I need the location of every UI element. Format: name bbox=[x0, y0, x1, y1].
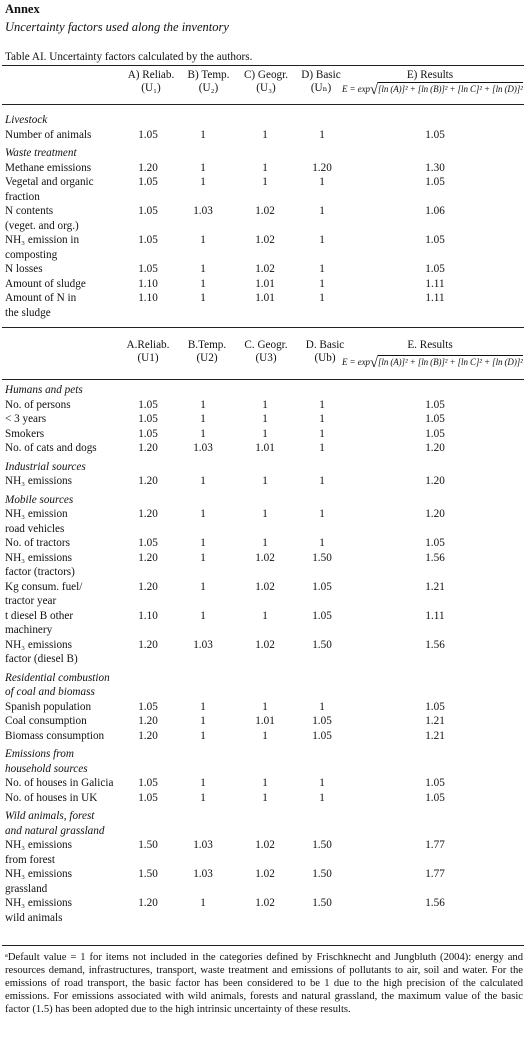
row-label: factor (tractors) bbox=[5, 566, 75, 578]
row-label: NH₃ emission bbox=[5, 508, 68, 520]
row-label: NH₃ emissions bbox=[5, 839, 72, 851]
category-label: Wild animals, forest bbox=[5, 810, 95, 822]
category-label: household sources bbox=[5, 762, 88, 775]
cell-basic: 1 bbox=[319, 277, 325, 290]
cell-result: 1.05 bbox=[425, 537, 445, 549]
cell-basic: 1.05 bbox=[312, 609, 332, 622]
cell-temporal: 1 bbox=[200, 729, 206, 742]
cell-result: 1.05 bbox=[425, 234, 445, 246]
cell-temporal: 1 bbox=[200, 897, 206, 909]
cell-result: 1.56 bbox=[425, 551, 445, 564]
row-label: Smokers bbox=[5, 427, 45, 440]
t1-header-c: C) Geogr. (U₃) bbox=[243, 69, 289, 94]
cell-temporal: 1 bbox=[200, 475, 206, 487]
row-label: from forest bbox=[5, 853, 56, 866]
cell-basic: 1 bbox=[319, 777, 325, 789]
cell-geographic: 1 bbox=[262, 176, 268, 188]
row-label: NH₃ emissions bbox=[5, 475, 72, 487]
row-label: composting bbox=[5, 248, 58, 261]
cell-reliability: 1.05 bbox=[138, 176, 158, 188]
cell-reliability: 1.20 bbox=[138, 475, 158, 487]
cell-result: 1.05 bbox=[425, 398, 445, 411]
cell-basic: 1.05 bbox=[312, 715, 332, 727]
cell-basic: 1.50 bbox=[312, 897, 332, 909]
cell-reliability: 1.05 bbox=[138, 413, 158, 425]
cell-reliability: 1.05 bbox=[138, 398, 158, 411]
cell-geographic: 1.02 bbox=[255, 263, 275, 275]
row-label: fraction bbox=[5, 190, 40, 203]
cell-reliability: 1.50 bbox=[138, 839, 158, 851]
cell-geographic: 1.02 bbox=[255, 868, 275, 880]
cell-geographic: 1.01 bbox=[255, 292, 275, 304]
cell-result: 1.20 bbox=[425, 442, 445, 454]
cell-reliability: 1.20 bbox=[138, 580, 158, 593]
category-label: Industrial sources bbox=[5, 460, 86, 473]
cell-reliability: 1.05 bbox=[138, 700, 158, 713]
cell-geographic: 1 bbox=[262, 161, 268, 174]
cell-result: 1.20 bbox=[425, 475, 445, 487]
cell-result: 1.56 bbox=[425, 897, 445, 909]
cell-geographic: 1.02 bbox=[255, 234, 275, 246]
t1-results-formula: E = exp√[ln (A)]² + [ln (B)]² + [ln C]² + [ln (D)]² bbox=[342, 82, 523, 98]
category-label: Residential combustion bbox=[5, 671, 110, 684]
cell-basic: 1 bbox=[319, 413, 325, 425]
cell-temporal: 1.03 bbox=[193, 638, 213, 651]
cell-reliability: 1.20 bbox=[138, 729, 158, 742]
cell-result: 1.77 bbox=[425, 839, 445, 851]
cell-temporal: 1 bbox=[200, 537, 206, 549]
cell-result: 1.56 bbox=[425, 638, 445, 651]
cell-temporal: 1.03 bbox=[193, 442, 213, 454]
cell-reliability: 1.20 bbox=[138, 508, 158, 520]
cell-temporal: 1 bbox=[200, 161, 206, 174]
row-label: Biomass consumption bbox=[5, 729, 105, 742]
rule-table1-top bbox=[2, 65, 524, 66]
cell-result: 1.05 bbox=[425, 700, 445, 713]
cell-reliability: 1.20 bbox=[138, 897, 158, 909]
t2-header-a: A.Reliab. (U1) bbox=[126, 339, 170, 364]
cell-reliability: 1.20 bbox=[138, 442, 158, 454]
cell-basic: 1.05 bbox=[312, 580, 332, 593]
row-label: No. of houses in UK bbox=[5, 791, 98, 804]
cell-basic: 1.50 bbox=[312, 638, 332, 651]
cell-result: 1.21 bbox=[425, 715, 445, 727]
row-label: NH₃ emissions bbox=[5, 868, 72, 880]
cell-geographic: 1.02 bbox=[255, 580, 275, 593]
t1-header-a: A) Reliab. (U₁) bbox=[127, 69, 175, 94]
cell-reliability: 1.05 bbox=[138, 263, 158, 275]
t1-header-b: B) Temp. (U₂) bbox=[187, 69, 230, 94]
cell-result: 1.05 bbox=[425, 413, 445, 425]
cell-basic: 1 bbox=[319, 234, 325, 246]
cell-reliability: 1.05 bbox=[138, 234, 158, 246]
row-label: Amount of sludge bbox=[5, 277, 86, 290]
cell-basic: 1 bbox=[319, 427, 325, 440]
cell-result: 1.11 bbox=[425, 609, 445, 622]
row-label: NH₃ emission in bbox=[5, 234, 80, 246]
cell-basic: 1.50 bbox=[312, 868, 332, 880]
cell-result: 1.21 bbox=[425, 580, 445, 593]
cell-basic: 1 bbox=[319, 442, 325, 454]
cell-reliability: 1.05 bbox=[138, 777, 158, 789]
cell-basic: 1 bbox=[319, 700, 325, 713]
cell-basic: 1 bbox=[319, 791, 325, 804]
t1-header-e: E) Results bbox=[406, 69, 454, 81]
cell-result: 1.05 bbox=[425, 128, 445, 141]
t2-results-formula: E = exp√[ln (A)]² + [ln (B)]² + [ln C]² + [ln (D)]² bbox=[342, 355, 523, 371]
cell-temporal: 1 bbox=[200, 777, 206, 789]
cell-basic: 1.50 bbox=[312, 839, 332, 851]
cell-basic: 1 bbox=[319, 475, 325, 487]
t2-header-c: C. Geogr. (U3) bbox=[244, 339, 288, 364]
cell-geographic: 1.01 bbox=[255, 277, 275, 290]
row-label: N contents bbox=[5, 205, 54, 217]
category-label: Emissions from bbox=[5, 748, 74, 760]
cell-temporal: 1 bbox=[200, 234, 206, 246]
cell-result: 1.11 bbox=[425, 277, 445, 290]
cell-geographic: 1.02 bbox=[255, 205, 275, 217]
row-label: tractor year bbox=[5, 595, 57, 607]
cell-temporal: 1 bbox=[200, 715, 206, 727]
rule-table2-top bbox=[2, 327, 524, 328]
cell-reliability: 1.10 bbox=[138, 277, 158, 290]
cell-temporal: 1 bbox=[200, 263, 206, 275]
row-label: N losses bbox=[5, 263, 43, 275]
cell-temporal: 1.03 bbox=[193, 205, 213, 217]
cell-basic: 1 bbox=[319, 537, 325, 549]
rule-table2-bottom bbox=[2, 945, 524, 946]
row-label: Kg consum. fuel/ bbox=[5, 580, 83, 593]
row-label: the sludge bbox=[5, 306, 51, 319]
cell-temporal: 1.03 bbox=[193, 868, 213, 880]
row-label: NH₃ emissions bbox=[5, 638, 72, 651]
cell-result: 1.21 bbox=[425, 729, 445, 742]
cell-reliability: 1.05 bbox=[138, 128, 158, 141]
cell-temporal: 1.03 bbox=[193, 839, 213, 851]
table-caption: Table AI. Uncertainty factors calculated by the authors. bbox=[5, 51, 253, 63]
row-label: NH₃ emissions bbox=[5, 551, 72, 564]
row-label: t diesel B other bbox=[5, 609, 74, 622]
cell-temporal: 1 bbox=[200, 551, 206, 564]
cell-reliability: 1.05 bbox=[138, 205, 158, 217]
t2-header-d: D. Basic (Ub) bbox=[305, 339, 345, 364]
category-label: and natural grassland bbox=[5, 824, 105, 837]
cell-temporal: 1 bbox=[200, 292, 206, 304]
row-label: Methane emissions bbox=[5, 161, 92, 174]
row-label: No. of houses in Galicia bbox=[5, 777, 114, 789]
cell-geographic: 1 bbox=[262, 128, 268, 141]
category-label: Humans and pets bbox=[5, 384, 83, 396]
category-label: of coal and biomass bbox=[5, 686, 95, 698]
cell-basic: 1 bbox=[319, 508, 325, 520]
row-label: road vehicles bbox=[5, 522, 65, 535]
cell-result: 1.05 bbox=[425, 791, 445, 804]
cell-geographic: 1 bbox=[262, 475, 268, 487]
cell-geographic: 1.02 bbox=[255, 638, 275, 651]
cell-geographic: 1 bbox=[262, 700, 268, 713]
row-label: Spanish population bbox=[5, 700, 92, 713]
cell-geographic: 1 bbox=[262, 537, 268, 549]
cell-result: 1.30 bbox=[425, 161, 445, 174]
cell-basic: 1.50 bbox=[312, 551, 332, 564]
cell-temporal: 1 bbox=[200, 609, 206, 622]
t2-header-b: B.Temp. (U2) bbox=[187, 339, 227, 364]
cell-result: 1.05 bbox=[425, 777, 445, 789]
cell-basic: 1 bbox=[319, 205, 325, 217]
cell-basic: 1.05 bbox=[312, 729, 332, 742]
cell-geographic: 1 bbox=[262, 398, 268, 411]
cell-reliability: 1.05 bbox=[138, 537, 158, 549]
cell-result: 1.20 bbox=[425, 508, 445, 520]
cell-temporal: 1 bbox=[200, 128, 206, 141]
row-label: Vegetal and organic bbox=[5, 176, 94, 188]
cell-reliability: 1.10 bbox=[138, 292, 158, 304]
row-label: NH₃ emissions bbox=[5, 897, 72, 909]
cell-geographic: 1 bbox=[262, 777, 268, 789]
row-label: Amount of N in bbox=[5, 292, 77, 304]
cell-reliability: 1.10 bbox=[138, 609, 158, 622]
row-label: factor (diesel B) bbox=[5, 653, 78, 665]
rule-table1-header bbox=[2, 104, 524, 105]
cell-temporal: 1 bbox=[200, 508, 206, 520]
cell-geographic: 1 bbox=[262, 413, 268, 425]
row-label: No. of cats and dogs bbox=[5, 442, 97, 454]
cell-temporal: 1 bbox=[200, 176, 206, 188]
footnote: ᵃDefault value = 1 for items not included in the categories defined by Frischknecht and Jungbluth (2004): energy and resources demand, infrastructures, transport, waste treatment and emissions of pollutants to air, soil and water. For the emissions of road transport, the basic factor has been considered to be 1 due to the high precision of the calculated emissions. For emissions associated with wild animals, forests and natural grassland, the maximum value of the basic factor (1.5) has been adopted due to the high intrinsic uncertainty of these results. bbox=[5, 952, 523, 1015]
cell-temporal: 1 bbox=[200, 398, 206, 411]
category-label: Waste treatment bbox=[5, 147, 77, 159]
cell-basic: 1 bbox=[319, 292, 325, 304]
cell-result: 1.05 bbox=[425, 263, 445, 275]
cell-result: 1.05 bbox=[425, 176, 445, 188]
row-label: wild animals bbox=[5, 911, 63, 924]
cell-basic: 1 bbox=[319, 128, 325, 141]
cell-geographic: 1.02 bbox=[255, 551, 275, 564]
t1-header-d: D) Basic (Uₙ) bbox=[301, 69, 341, 94]
row-label: machinery bbox=[5, 624, 53, 636]
cell-reliability: 1.20 bbox=[138, 638, 158, 651]
cell-temporal: 1 bbox=[200, 427, 206, 440]
row-label: Coal consumption bbox=[5, 715, 87, 727]
cell-temporal: 1 bbox=[200, 277, 206, 290]
cell-reliability: 1.05 bbox=[138, 427, 158, 440]
cell-reliability: 1.50 bbox=[138, 868, 158, 880]
category-label: Mobile sources bbox=[5, 493, 74, 506]
cell-result: 1.06 bbox=[425, 205, 445, 217]
cell-geographic: 1.01 bbox=[255, 442, 275, 454]
cell-geographic: 1.02 bbox=[255, 839, 275, 851]
annex-subheading: Uncertainty factors used along the inventory bbox=[5, 20, 229, 34]
cell-geographic: 1 bbox=[262, 791, 268, 804]
cell-result: 1.77 bbox=[425, 868, 445, 880]
t2-header-e: E. Results bbox=[407, 339, 453, 351]
cell-reliability: 1.20 bbox=[138, 161, 158, 174]
row-label: Number of animals bbox=[5, 128, 92, 141]
cell-geographic: 1 bbox=[262, 729, 268, 742]
rule-table2-header bbox=[2, 379, 524, 380]
cell-geographic: 1 bbox=[262, 508, 268, 520]
cell-result: 1.11 bbox=[425, 292, 445, 304]
row-label: No. of persons bbox=[5, 398, 71, 411]
cell-basic: 1 bbox=[319, 263, 325, 275]
cell-basic: 1 bbox=[319, 398, 325, 411]
cell-temporal: 1 bbox=[200, 700, 206, 713]
annex-heading: Annex bbox=[5, 2, 40, 16]
row-label: grassland bbox=[5, 882, 48, 895]
cell-geographic: 1 bbox=[262, 427, 268, 440]
cell-result: 1.05 bbox=[425, 427, 445, 440]
row-label: (veget. and org.) bbox=[5, 219, 79, 232]
cell-temporal: 1 bbox=[200, 413, 206, 425]
cell-basic: 1 bbox=[319, 176, 325, 188]
row-label: No. of tractors bbox=[5, 537, 70, 549]
cell-temporal: 1 bbox=[200, 580, 206, 593]
row-label: < 3 years bbox=[5, 413, 47, 425]
cell-temporal: 1 bbox=[200, 791, 206, 804]
cell-geographic: 1 bbox=[262, 609, 268, 622]
category-label: Livestock bbox=[5, 114, 48, 126]
cell-reliability: 1.05 bbox=[138, 791, 158, 804]
cell-geographic: 1.02 bbox=[255, 897, 275, 909]
cell-basic: 1.20 bbox=[312, 161, 332, 174]
cell-geographic: 1.01 bbox=[255, 715, 275, 727]
cell-reliability: 1.20 bbox=[138, 715, 158, 727]
cell-reliability: 1.20 bbox=[138, 551, 158, 564]
